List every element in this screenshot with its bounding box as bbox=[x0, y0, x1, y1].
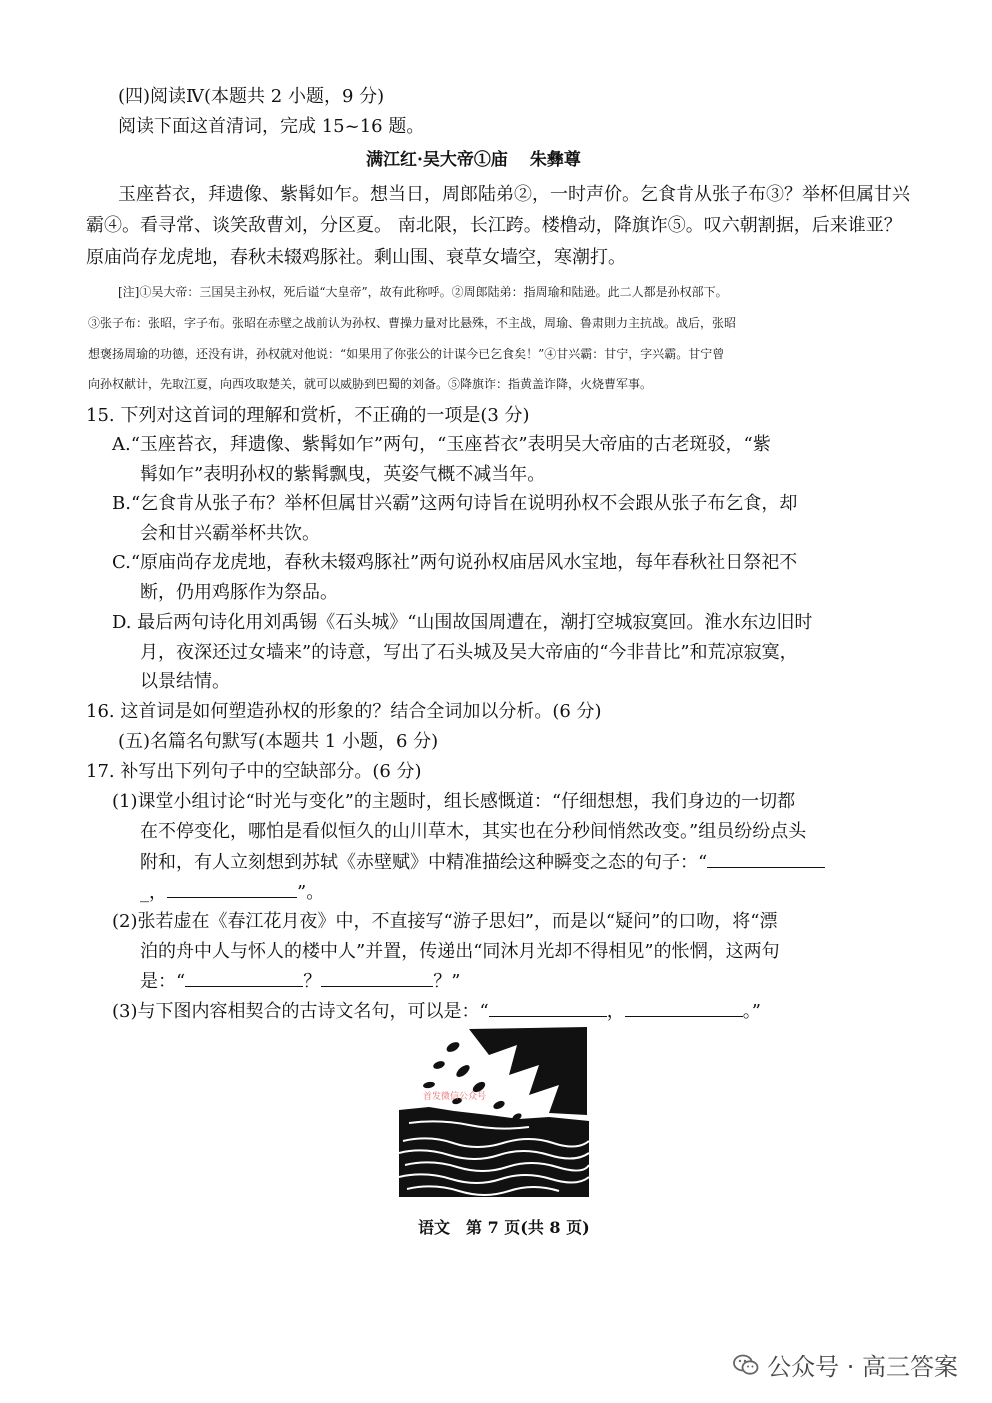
q17-p1-text: _， bbox=[140, 882, 167, 903]
q15-option-b: B.“乞食肯从张子布？举杯但属甘兴霸”这两句诗旨在说明孙权不会跟从张子布乞食，却 bbox=[112, 493, 798, 514]
q15-option-d: 月，夜深还过女墙来”的诗意，写出了石头城及吴大帝庙的“今非昔比”和荒凉寂寞， bbox=[140, 642, 798, 663]
wechat-icon bbox=[733, 1352, 759, 1378]
answer-blank[interactable] bbox=[707, 849, 825, 868]
poem-line: 玉座苔衣，拜遗像、紫髯如乍。想当日，周郎陆弟②，一时声价。乞食肯从张子布③？举杯但属甘兴 bbox=[118, 184, 910, 205]
section5-header: (五)名篇名句默写(本题共 1 小题，6 分) bbox=[118, 731, 439, 752]
answer-blank[interactable] bbox=[489, 998, 607, 1017]
q16-stem: 16. 这首词是如何塑造孙权的形象的？结合全词加以分析。(6 分) bbox=[86, 701, 602, 722]
q17-p2-text: 是：“ bbox=[140, 971, 186, 992]
q17-p2-line bbox=[140, 968, 460, 995]
q17-p1-text: ”。 bbox=[297, 882, 325, 903]
q17-p3-line bbox=[112, 998, 761, 1025]
poem-line: 霸④。看寻常、谈笑敌曹刘，分区夏。 南北限，长江跨。楼橹动，降旗诈⑤。叹六朝割据，后来谁亚？ bbox=[86, 215, 902, 236]
poem-author: 朱彝尊 bbox=[529, 150, 581, 170]
q15-option-a: A.“玉座苔衣，拜遗像、紫髯如乍”两句，“玉座苔衣”表明吴大帝庙的古老斑驳，“紫 bbox=[112, 434, 771, 455]
picture-caption: 首发微信公众号 bbox=[423, 1092, 487, 1102]
q15-stem: 15. 下列对这首词的理解和赏析，不正确的一项是(3 分) bbox=[86, 405, 530, 426]
answer-blank[interactable] bbox=[185, 968, 303, 987]
q17-p3-text: ， bbox=[606, 1001, 625, 1022]
q15-option-c: 断，仍用鸡豚作为祭品。 bbox=[140, 582, 338, 603]
poem-heading bbox=[366, 147, 581, 173]
q17-p2-text: ？” bbox=[433, 971, 461, 992]
q15-option-a: 髯如乍”表明孙权的紫髯飘曳，英姿气概不减当年。 bbox=[140, 464, 546, 485]
q17-p1-line bbox=[140, 849, 825, 876]
poem-title: 满江红·吴大帝①庙 bbox=[366, 150, 508, 170]
note-line: 向孙权献计，先取江夏，向西攻取楚关，就可以威胁到巴蜀的刘备。⑤降旗诈：指黄盖诈降，火烧曹军事。 bbox=[88, 377, 653, 391]
watermark-text: 公众号 · 高三答案 bbox=[767, 1353, 958, 1381]
q17-p2-line: (2)张若虚在《春江花月夜》中，不直接写“游子思妇”，而是以“疑问”的口吻，将“漂 bbox=[112, 911, 778, 932]
q15-option-b: 会和甘兴霸举杯共饮。 bbox=[140, 523, 320, 544]
note-line: 想褒扬周瑜的功德，还没有讲，孙权就对他说：“如果用了你张公的计谋今已乞食矣！”④甘兴霸：甘宁，字兴霸。甘宁曾 bbox=[88, 347, 725, 361]
answer-blank[interactable] bbox=[167, 879, 297, 898]
q17-p1-line bbox=[140, 879, 324, 906]
q17-p2-text: ？ bbox=[303, 971, 322, 992]
section4-header: (四)阅读Ⅳ(本题共 2 小题，9 分) bbox=[118, 86, 385, 107]
q17-p1-line: 在不停变化，哪怕是看似恒久的山川草木，其实也在分秒间悄然改变。”组员纷纷点头 bbox=[140, 821, 807, 842]
note-line: [注]①吴大帝：三国吴主孙权，死后谥“大皇帝”，故有此称呼。②周郎陆弟：指周瑜和陆逊。此二人都是孙权部下。 bbox=[118, 285, 728, 299]
q15-option-d: 以景结情。 bbox=[140, 671, 230, 692]
answer-blank[interactable] bbox=[321, 968, 433, 987]
q15-option-c: C.“原庙尚存龙虎地，春秋未辍鸡豚社”两句说孙权庙居风水宝地，每年春秋社日祭祀不 bbox=[112, 552, 798, 573]
poem-line: 原庙尚存龙虎地，春秋未辍鸡豚社。剩山围、衰草女墙空，寒潮打。 bbox=[86, 247, 626, 268]
note-line: ③张子布：张昭，字子布。张昭在赤壁之战前认为孙权、曹操力量对比悬殊，不主战，周瑜、鲁肃則力主抗战。战后，张昭 bbox=[88, 316, 737, 330]
q17-p3-text: (3)与下图内容相契合的古诗文名句，可以是：“ bbox=[112, 1001, 489, 1022]
q15-option-d: D. 最后两句诗化用刘禹锡《石头城》“山围故国周遭在，潮打空城寂寞回。淮水东边旧时 bbox=[112, 612, 813, 633]
q17-stem: 17. 补写出下列句子中的空缺部分。(6 分) bbox=[86, 761, 422, 782]
woodcut-illustration bbox=[399, 1025, 589, 1197]
section4-instruction: 阅读下面这首清词，完成 15~16 题。 bbox=[118, 116, 425, 137]
q17-p3-text: 。” bbox=[742, 1001, 761, 1022]
page-footer: 语文 第 7 页(共 8 页) bbox=[418, 1218, 590, 1237]
answer-blank[interactable] bbox=[625, 998, 743, 1017]
watermark bbox=[733, 1347, 958, 1382]
q17-p2-line: 泊的舟中人与怀人的楼中人”并置，传递出“同沐月光却不得相见”的怅惘，这两句 bbox=[140, 941, 780, 962]
q17-p1-text: 附和，有人立刻想到苏轼《赤壁赋》中精准描绘这种瞬变之态的句子：“ bbox=[140, 852, 708, 873]
q17-p1-line: (1)课堂小组讨论“时光与变化”的主题时，组长感慨道：“仔细想想，我们身边的一切都 bbox=[112, 791, 796, 812]
